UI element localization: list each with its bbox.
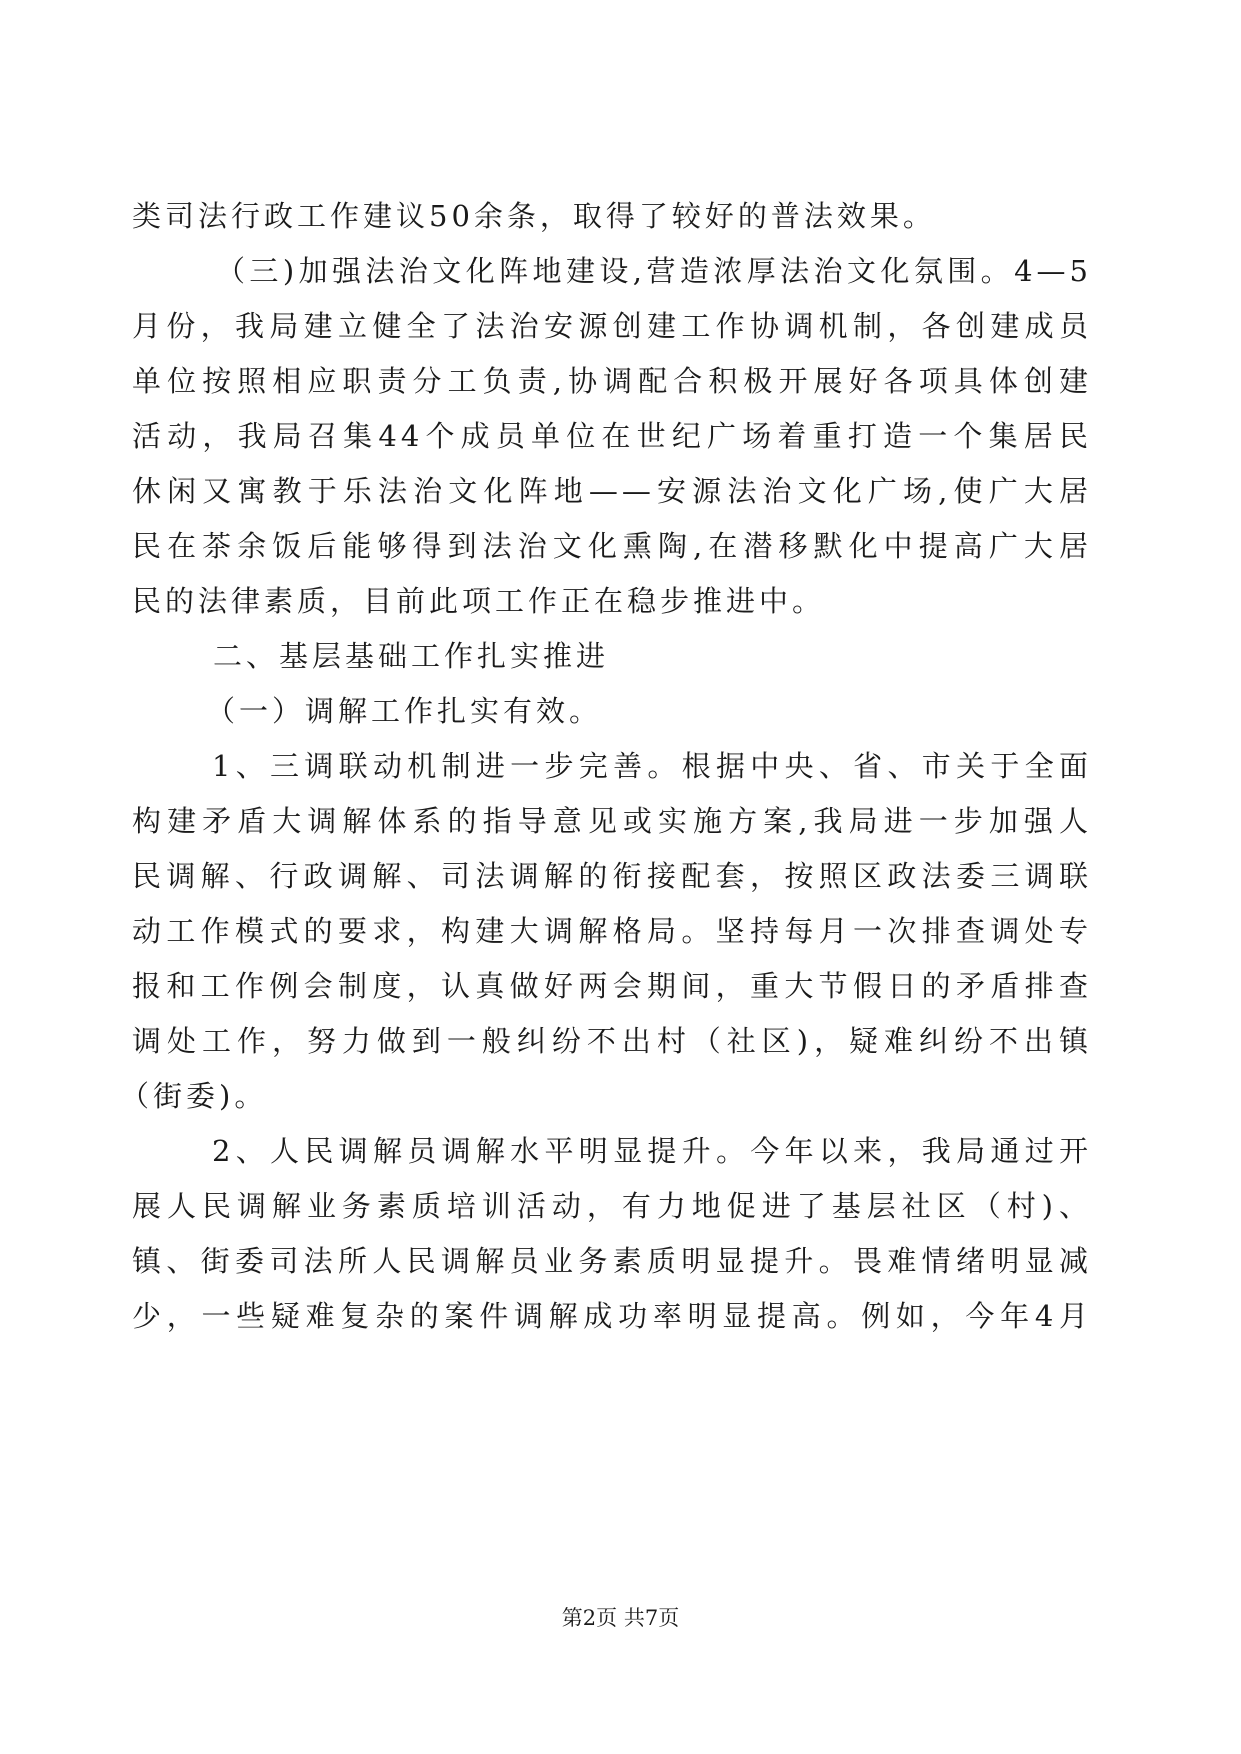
text-line-1: 类司法行政工作建议50余条，取得了较好的普法效果。 [132,199,936,233]
text-line-12: 构建矛盾大调解体系的指导意见或实施方案,我局进一步加强人 [132,804,1092,838]
text-line-3: 月份，我局建立健全了法治安源创建工作协调机制，各创建成员 [132,309,1092,343]
text-line-11: 1、三调联动机制进一步完善。根据中央、省、市关于全面 [212,749,1092,783]
subsection-heading: （一）调解工作扎实有效。 [206,694,603,728]
text-line-17: （街委)。 [120,1079,268,1113]
text-line-5: 活动，我局召集44个成员单位在世纪广场着重打造一个集居民 [132,419,1092,453]
text-line-4: 单位按照相应职责分工负责,协调配合积极开展好各项具体创建 [132,364,1092,398]
text-line-15: 报和工作例会制度，认真做好两会期间，重大节假日的矛盾排查 [132,969,1092,1003]
text-line-14: 动工作模式的要求，构建大调解格局。坚持每月一次排查调处专 [132,914,1092,948]
text-line-20: 镇、街委司法所人民调解员业务素质明显提升。畏难情绪明显减 [132,1244,1092,1278]
text-line-16: 调处工作，努力做到一般纠纷不出村（社区)，疑难纠纷不出镇 [132,1024,1092,1058]
section-heading: 二、基层基础工作扎实推进 [213,639,610,673]
text-line-2: （三)加强法治文化阵地建设,营造浓厚法治文化氛围。4—5 [216,254,1092,288]
text-line-19: 展人民调解业务素质培训活动，有力地促进了基层社区（村)、 [132,1189,1092,1223]
text-line-18: 2、人民调解员调解水平明显提升。今年以来，我局通过开 [212,1134,1092,1168]
text-line-6: 休闲又寓教于乐法治文化阵地——安源法治文化广场,使广大居 [132,474,1092,508]
text-line-8: 民的法律素质，目前此项工作正在稳步推进中。 [132,584,826,618]
text-line-21: 少，一些疑难复杂的案件调解成功率明显提高。例如，今年4月 [132,1299,1092,1333]
page-footer: 第2页 共7页 [561,1606,680,1630]
text-line-13: 民调解、行政调解、司法调解的衔接配套，按照区政法委三调联 [132,859,1092,893]
text-line-7: 民在茶余饭后能够得到法治文化熏陶,在潜移默化中提高广大居 [132,529,1092,563]
